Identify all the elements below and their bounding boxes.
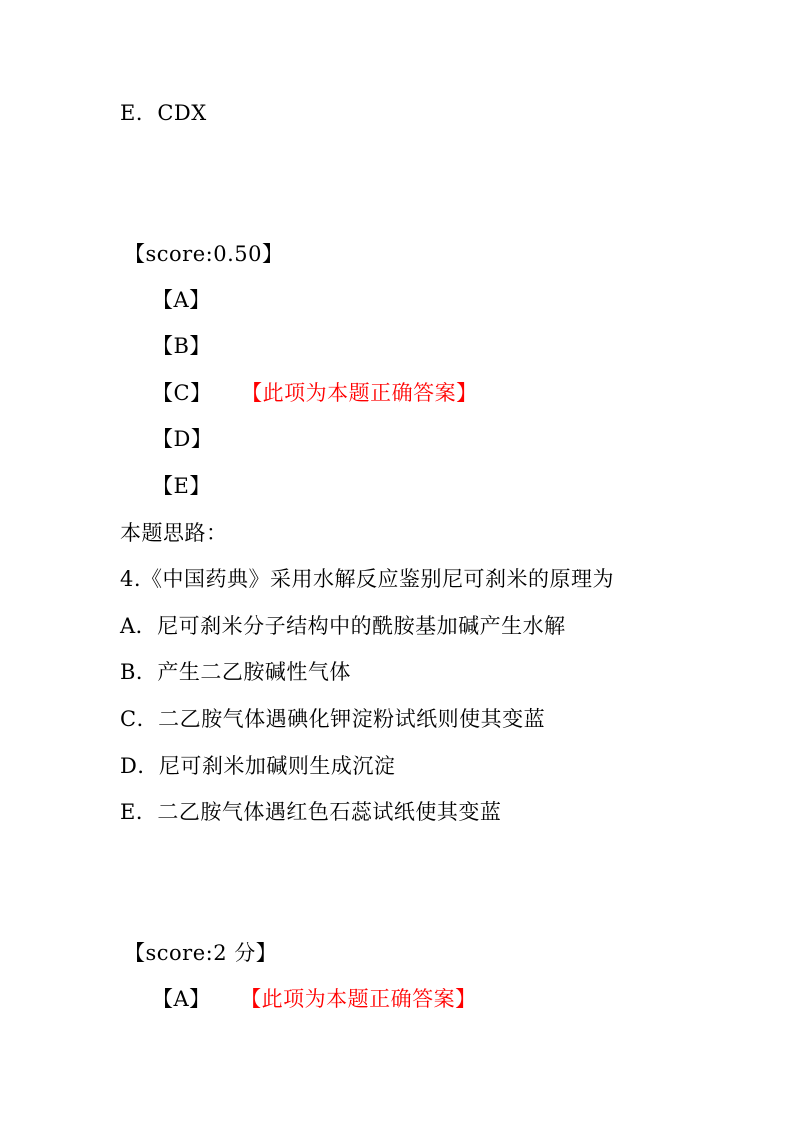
question-choice-a: A．尼可刹米分子结构中的酰胺基加碱产生水解 bbox=[120, 614, 566, 638]
prev-option-c bbox=[152, 378, 478, 408]
question-choice-e: E．二乙胺气体遇红色石蕊试纸使其变蓝 bbox=[120, 800, 502, 824]
prev-option-b bbox=[152, 331, 211, 361]
prev-score: 【score:0.50】 bbox=[124, 242, 284, 266]
answer-score: 【score:2 分】 bbox=[124, 941, 278, 965]
prev-option-d bbox=[152, 424, 212, 454]
option-label: 【D】 bbox=[152, 427, 213, 451]
correct-answer-marker: 【此项为本题正确答案】 bbox=[251, 381, 478, 405]
option-label: 【A】 bbox=[152, 288, 211, 312]
question-choice-c: C．二乙胺气体遇碘化钾淀粉试纸则使其变蓝 bbox=[120, 707, 546, 731]
option-label: 【B】 bbox=[152, 334, 211, 358]
prev-choice-e: E．CDX bbox=[120, 101, 207, 125]
question-stem: 4.《中国药典》采用水解反应鉴别尼可刹米的原理为 bbox=[120, 567, 615, 591]
option-label: 【E】 bbox=[152, 474, 211, 498]
question-choice-d: D．尼可刹米加碱则生成沉淀 bbox=[120, 754, 396, 778]
prev-option-e bbox=[152, 471, 211, 501]
thinking-label: 本题思路： bbox=[120, 521, 228, 545]
question-choice-b: B．产生二乙胺碱性气体 bbox=[120, 660, 351, 684]
correct-answer-marker: 【此项为本题正确答案】 bbox=[250, 987, 477, 1011]
prev-option-a bbox=[152, 285, 211, 315]
option-label: 【C】 bbox=[152, 381, 212, 405]
answer-option-a bbox=[152, 984, 477, 1014]
option-label: 【A】 bbox=[152, 987, 211, 1011]
